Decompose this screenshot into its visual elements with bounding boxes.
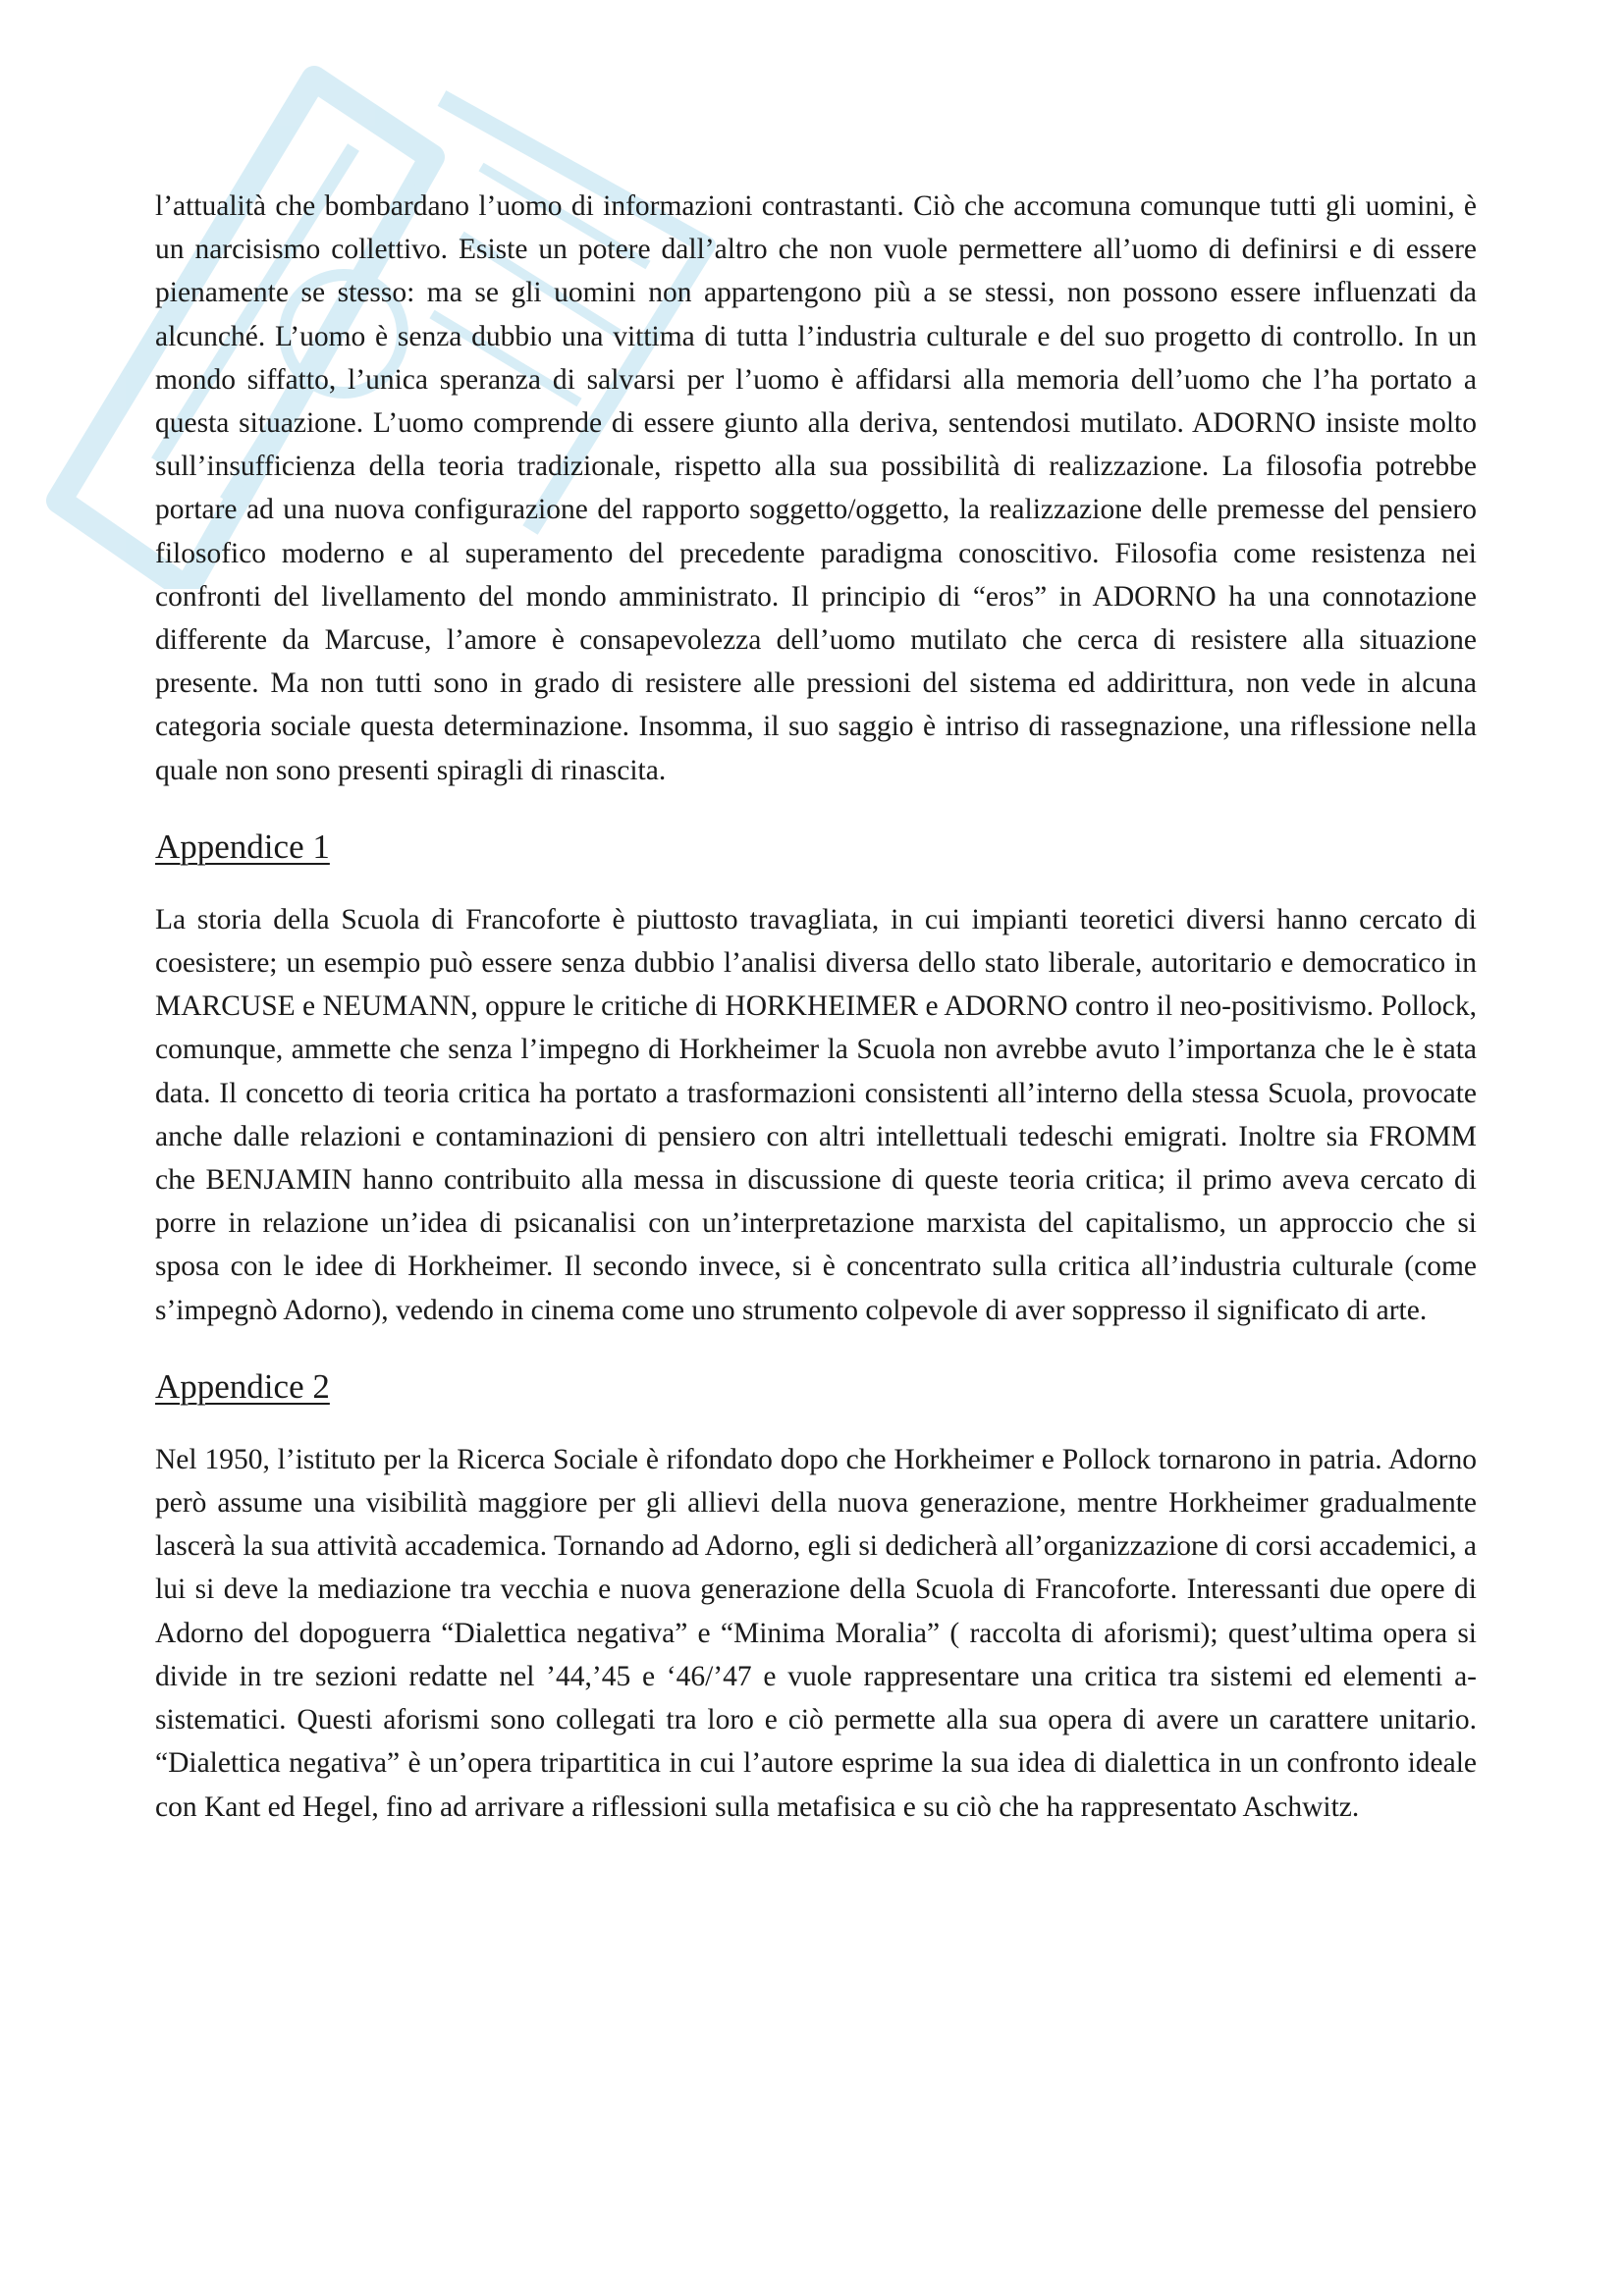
paragraph-appendice-2: Nel 1950, l’istituto per la Ricerca Sociale è rifondato dopo che Horkheimer e Pollock tornarono in patria. Adorno però assume una visibilità maggiore per gli allievi della nuova generazione, mentre Horkheimer gradualmente lascerà la sua attività accademica. Tornando ad Adorno, egli si dedicherà all’organizzazione di corsi accademici, a lui si deve la mediazione tra vecchia e nuova generazione della Scuola di Francoforte. Interessanti due opere di Adorno del dopoguerra “Dialettica negativa” e “Minima Moralia” ( raccolta di aforismi); quest’ultima opera si divide in tre sezioni redatte nel ’44,’45 e ‘46/’47 e vuole rappresentare una critica tra sistemi ed elementi a-sistematici. Questi aforismi sono collegati tra loro e ciò permette alla sua opera di avere un carattere unitario. “Dialettica negativa” è un’opera tripartitica in cui l’autore esprime la sua idea di dialettica in un confronto ideale con Kant ed Hegel, fino ad arrivare a riflessioni sulla metafisica e su ciò che ha rappresentato Aschwitz. [155, 1443, 1477, 1823]
paragraph-appendice-1: La storia della Scuola di Francoforte è piuttosto travagliata, in cui impianti teoretici diversi hanno cercato di coesistere; un esempio può essere senza dubbio l’analisi diversa dello stato liberale, autoritario e democratico in MARCUSE e NEUMANN, oppure le critiche di HORKHEIMER e ADORNO contro il neo-positivismo. Pollock, comunque, ammette che senza l’impegno di Horkheimer la Scuola non avrebbe avuto l’importanza che le è stata data. Il concetto di teoria critica ha portato a trasformazioni consistenti all’interno della stessa Scuola, provocate anche dalle relazioni e contaminazioni di pensiero con altri intellettuali tedeschi emigrati. Inoltre sia FROMM che BENJAMIN hanno contribuito alla messa in discussione di queste teoria critica; il primo aveva cercato di porre in relazione un’idea di psicanalisi con un’interpretazione marxista del capitalismo, un approccio che si sposa con le idee di Horkheimer. Il secondo invece, si è concentrato sulla critica all’industria culturale (come s’impegnò Adorno), vedendo in cinema come uno strumento colpevole di aver soppresso il significato di arte. [155, 903, 1477, 1326]
heading-appendice-2: Appendice 2 [155, 1366, 330, 1406]
document-page [155, 185, 1477, 1829]
paragraph-intro: l’attualità che bombardano l’uomo di informazioni contrastanti. Ciò che accomuna comunque tutti gli uomini, è un narcisismo collettivo. Esiste un potere dall’altro che non vuole permettere all’uomo di definirsi e di essere pienamente se stesso: ma se gli uomini non appartengono più a se stessi, non possono essere influenzati da alcunché. L’uomo è senza dubbio una vittima di tutta l’industria culturale e del suo progetto di controllo. In un mondo siffatto, l’unica speranza di salvarsi per l’uomo è affidarsi alla memoria dell’uomo che l’ha portato a questa situazione. L’uomo comprende di essere giunto alla deriva, sentendosi mutilato. ADORNO insiste molto sull’insufficienza della teoria tradizionale, rispetto alla sua possibilità di realizzazione. La filosofia potrebbe portare ad una nuova configurazione del rapporto soggetto/oggetto, la realizzazione delle premesse del pensiero filosofico moderno e al superamento del precedente paradigma conoscitivo. Filosofia come resistenza nei confronti del livellamento del mondo amministrato. Il principio di “eros” in ADORNO ha una connotazione differente da Marcuse, l’amore è consapevolezza dell’uomo mutilato che cerca di resistere alla situazione presente. Ma non tutti sono in grado di resistere alle pressioni del sistema ed addirittura, non vede in alcuna categoria sociale questa determinazione. Insomma, il suo saggio è intriso di rassegnazione, una riflessione nella quale non sono presenti spiragli di rinascita. [155, 190, 1477, 786]
heading-appendice-1: Appendice 1 [155, 827, 330, 866]
